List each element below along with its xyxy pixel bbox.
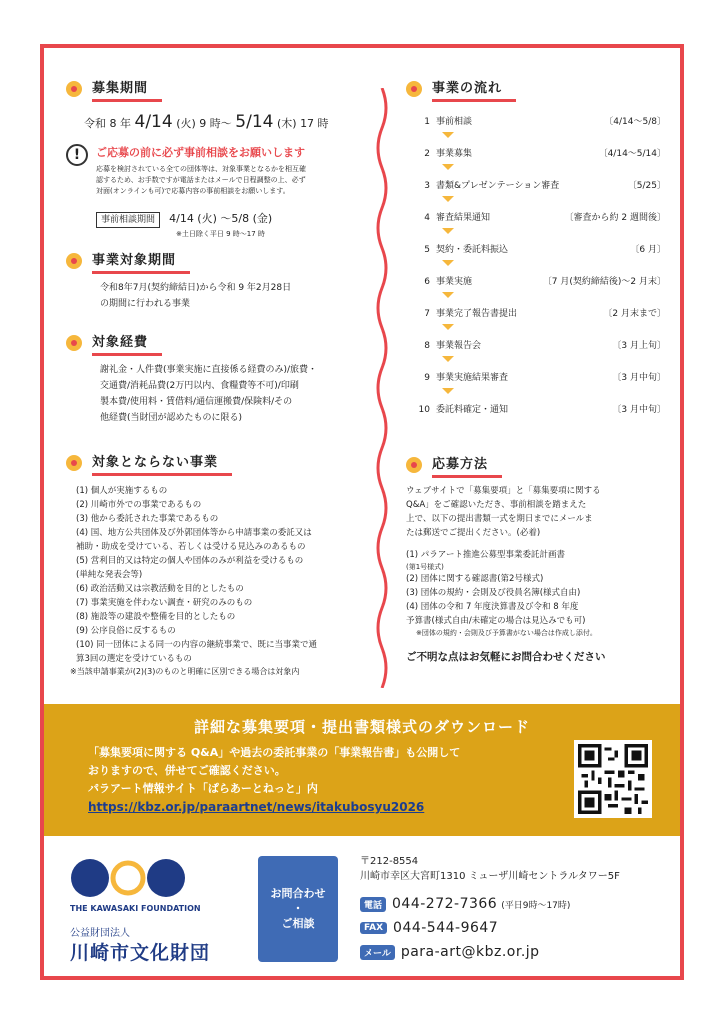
fax-number: 044-544-9647 bbox=[393, 920, 499, 936]
list-item: (1) 個人が実施するもの bbox=[76, 486, 168, 496]
arrow-down-icon bbox=[442, 356, 454, 362]
postal-code: 〒212-8554 bbox=[360, 856, 419, 867]
bullet-dot-icon bbox=[406, 81, 422, 97]
warning-text: 応募を検討されている全ての団体等は、対象事業となるかを相互確 認するため、お手数ですが電話またはメールで日程調整の上、必ず 対面(オンラインも可)で応募内容の事前相談をお願いします。 bbox=[96, 165, 306, 195]
fax-row bbox=[360, 920, 498, 936]
flow-step: 4 審査結果通知 〔審査から約 2 週間後〕 bbox=[424, 213, 666, 223]
list-item: (9) 公序良俗に反するもの bbox=[76, 626, 176, 636]
fax-label: FAX bbox=[360, 922, 387, 934]
banner-text: 「募集要項に関する Q&A」や過去の委託事業の「事業報告書」も公開して おりますので、併せてご確認ください。 パラアート情報サイト「ぱらあーとねっと」内 bbox=[88, 746, 461, 795]
address-block bbox=[360, 854, 620, 884]
excluded-list bbox=[76, 484, 376, 666]
bullet-dot-icon bbox=[66, 253, 82, 269]
flyer-frame bbox=[40, 44, 684, 980]
list-item: (3) 団体の規約・会則及び役員名簿(様式自由) bbox=[406, 588, 581, 598]
consult-period: 事前相談期間 4/14 (火) 〜5/8 (金) bbox=[96, 207, 376, 228]
list-item: (第1号様式) bbox=[406, 563, 444, 571]
flow-step: 8 事業報告会 〔3 月上旬〕 bbox=[424, 341, 666, 351]
list-item: (3) 他から委託された事業であるもの bbox=[76, 514, 219, 524]
bullet-dot-icon bbox=[406, 457, 422, 473]
phone-label: 電話 bbox=[360, 897, 386, 912]
arrow-down-icon bbox=[442, 132, 454, 138]
wavy-divider bbox=[374, 88, 390, 688]
corp-type: 公益財団法人 bbox=[70, 928, 130, 939]
arrow-down-icon bbox=[442, 228, 454, 234]
target-period-section: 事業対象期間 令和8年7月(契約締結日)から令和 9 年2月28日 の期間に行われる事業 bbox=[66, 248, 376, 312]
bullet-dot-icon bbox=[66, 455, 82, 471]
list-item: (8) 施設等の建設や整備を目的としたもの bbox=[76, 612, 236, 622]
arrow-down-icon bbox=[442, 164, 454, 170]
flow-step: 9 事業実施結果審査 〔3 月中旬〕 bbox=[424, 373, 666, 383]
doc-note: ※団体の規約・会則及び予算書がない場合は作成し添付。 bbox=[416, 629, 597, 637]
arrow-down-icon bbox=[442, 324, 454, 330]
section-title: 応募方法 bbox=[432, 453, 502, 478]
consult-note: ※土日除く平日 9 時〜17 時 bbox=[176, 230, 265, 238]
org-name: 川崎市文化財団 bbox=[70, 942, 211, 964]
flow-section bbox=[406, 76, 666, 436]
list-item: (4) 国、地方公共団体及び外郭団体等から申請事業の委託又は bbox=[76, 528, 312, 538]
flow-step: 5 契約・委託料振込 〔6 月〕 bbox=[424, 245, 666, 255]
consult-label: 事前相談期間 bbox=[96, 212, 160, 228]
recruit-section bbox=[66, 76, 376, 240]
excluded-section bbox=[66, 450, 376, 677]
address: 川崎市幸区大宮町1310 ミューザ川崎セントラルタワー5F bbox=[360, 871, 620, 882]
qr-code-icon[interactable] bbox=[574, 740, 652, 818]
section-title: 対象経費 bbox=[92, 331, 162, 356]
flow-step: 3 書類&プレゼンテーション審査 〔5/25〕 bbox=[424, 181, 666, 191]
list-item: (10) 同一団体による同一の内容の継続事業で、既に当事業で通 bbox=[76, 640, 317, 650]
arrow-down-icon bbox=[442, 388, 454, 394]
arrow-down-icon bbox=[442, 196, 454, 202]
recruit-period: 令和 8 年 4/14 (火) 9 時〜 5/14 (木) 17 時 bbox=[84, 112, 329, 132]
apply-docs-list bbox=[406, 548, 672, 628]
apply-section: 応募方法 ウェブサイトで「募集要項」と「募集要項に関する Q&A」をご確認いただき、事前相談を踏まえた 上で、以下の提出書類一式を期日までにメールま たは郵送でご提出ください。(必着) (1) パラアート推進公募型事業委託計画書 (第1号様式) (2) 団体に関する確認書(第2号様式) (3) 団体の規約・会則及び役員名簿(様式自由) (4) 団体の令和 7 年度決算書及び令和 8 年度 予算書(様式自由/未確定の場合は見込みでも可) ※団体の規約・会則及び予算書がない場合は作成し添付。 ご不明な点はお気軽にお問合わせください bbox=[406, 452, 672, 664]
section-title: 事業対象期間 bbox=[92, 249, 190, 274]
mail-row bbox=[360, 944, 540, 960]
list-item: (7) 事業実施を伴わない調査・研究のみのもの bbox=[76, 598, 253, 608]
phone-number[interactable]: 044-272-7366 bbox=[392, 896, 498, 912]
list-item: (2) 団体に関する確認書(第2号様式) bbox=[406, 574, 544, 584]
list-item: 算3回の選定を受けているもの bbox=[76, 654, 192, 664]
list-item: (1) パラアート推進公募型事業委託計画書 bbox=[406, 550, 565, 560]
footer bbox=[44, 838, 680, 980]
banner-title: 詳細な募集要項・提出書類様式のダウンロード bbox=[193, 718, 530, 736]
flow-step: 7 事業完了報告書提出 〔2 月末まで〕 bbox=[424, 309, 666, 319]
expenses-section: 対象経費 謝礼金・人件費(事業実施に直接係る経費のみ)/旅費・ 交通費/消耗品費(2万円以内、食糧費等不可)/印刷 製本費/使用料・賃借料/通信運搬費/保険料/その 他経費(当財団が認めたものに限る) bbox=[66, 330, 376, 426]
list-item: (6) 政治活動又は宗教活動を目的としたもの bbox=[76, 584, 244, 594]
list-item: (4) 団体の令和 7 年度決算書及び令和 8 年度 bbox=[406, 602, 579, 612]
foundation-english-name: THE KAWASAKI FOUNDATION bbox=[70, 904, 201, 913]
section-title: 募集期間 bbox=[92, 77, 162, 102]
closing-text: ご不明な点はお気軽にお問合わせください bbox=[406, 651, 606, 663]
list-item: (5) 営利目的又は特定の個人や団体のみが利益を受けるもの bbox=[76, 556, 304, 566]
section-title: 対象とならない事業 bbox=[92, 451, 232, 476]
flow-step: 2 事業募集 〔4/14〜5/14〕 bbox=[424, 149, 666, 159]
bullet-dot-icon bbox=[66, 335, 82, 351]
flow-step: 10 委託料確定・通知 〔3 月中旬〕 bbox=[418, 405, 666, 415]
list-item: 補助・助成を受けている、若しくは受ける見込みのあるもの bbox=[76, 542, 306, 552]
warning-title: ご応募の前に必ず事前相談をお願いします bbox=[96, 146, 305, 159]
exclamation-icon: ! bbox=[66, 144, 88, 166]
mail-label: メール bbox=[360, 945, 395, 960]
flow-step: 1 事前相談 〔4/14〜5/8〕 bbox=[424, 117, 666, 127]
kawasaki-foundation-logo-icon bbox=[68, 852, 218, 912]
phone-hours: (平日9時〜17時) bbox=[501, 900, 571, 911]
arrow-down-icon bbox=[442, 292, 454, 298]
bullet-dot-icon bbox=[66, 81, 82, 97]
list-item: (2) 川崎市外での事業であるもの bbox=[76, 500, 202, 510]
consult-warning bbox=[66, 144, 376, 197]
phone-row bbox=[360, 896, 570, 912]
list-item: 予算書(様式自由/未確定の場合は見込みでも可) bbox=[406, 616, 586, 626]
excluded-note: ※当該申請事業が(2)(3)のものと明確に区別できる場合は対象内 bbox=[70, 667, 300, 676]
contact-button[interactable]: お問合わせ ・ ご相談 bbox=[258, 856, 338, 962]
arrow-down-icon bbox=[442, 260, 454, 266]
list-item: (単純な発表会等) bbox=[76, 570, 143, 580]
mail-address[interactable]: para-art@kbz.or.jp bbox=[400, 944, 540, 960]
download-link[interactable]: https://kbz.or.jp/paraartnet/news/itakubosyu2026 bbox=[88, 800, 425, 814]
download-banner bbox=[44, 704, 680, 836]
section-title: 事業の流れ bbox=[432, 77, 516, 102]
flow-step: 6 事業実施 〔7 月(契約締結後)〜2 月末〕 bbox=[424, 277, 666, 287]
